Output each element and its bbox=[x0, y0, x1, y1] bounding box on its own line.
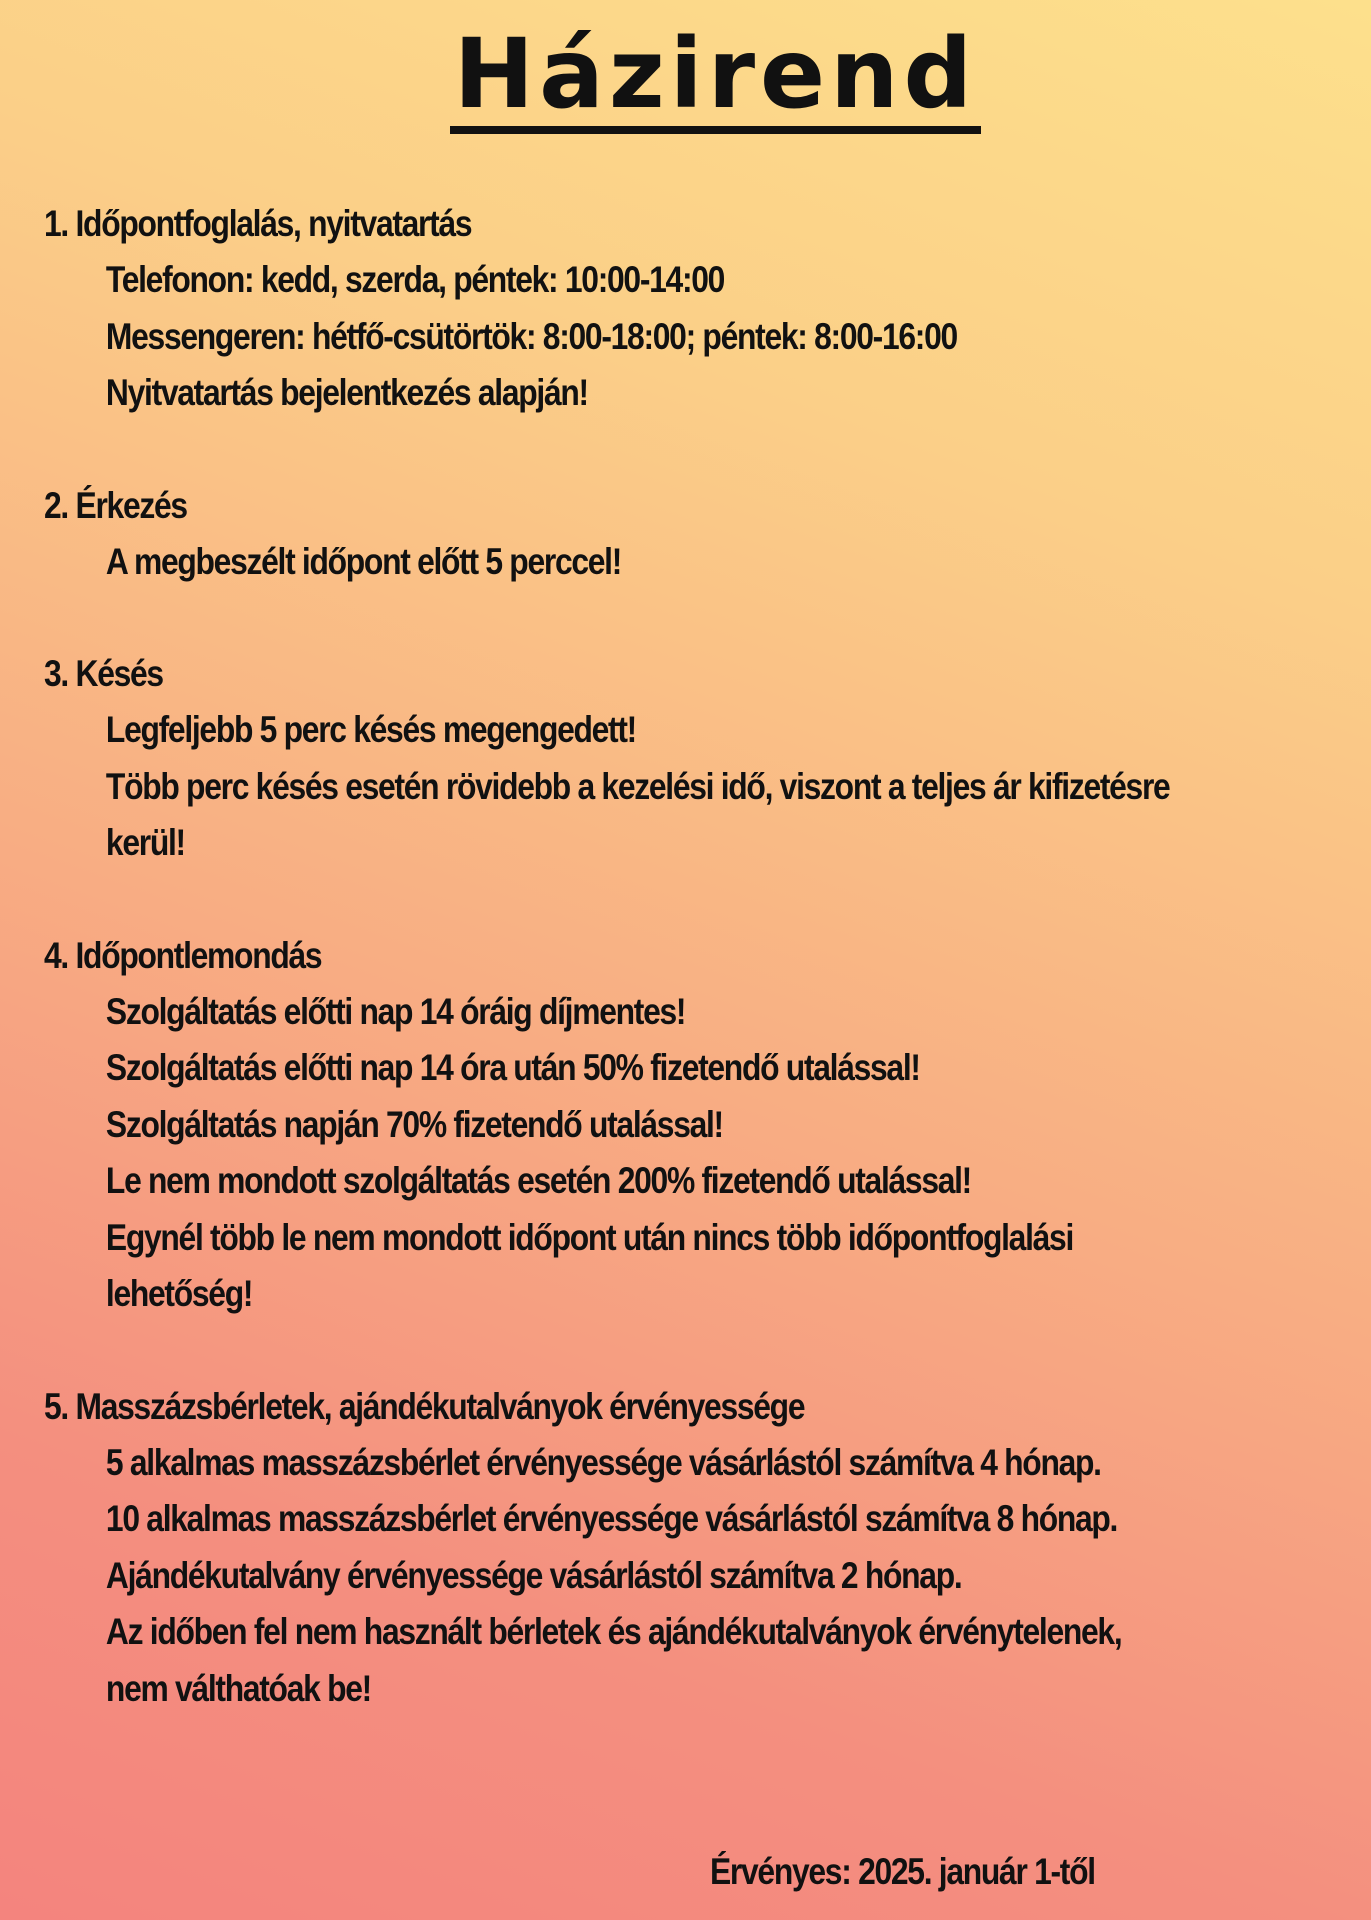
rule-line: Messengeren: hétfő-csütörtök: 8:00-18:00; péntek: 8:00-16:00 bbox=[105, 315, 957, 357]
rule-line: 10 alkalmas masszázsbérlet érvényessége vásárlástól számítva 8 hónap. bbox=[105, 1498, 1118, 1539]
title-wrapper bbox=[0, 18, 1371, 134]
rule-line: A megbeszélt időpont előtt 5 perccel! bbox=[105, 540, 622, 582]
page-title: Házirend bbox=[450, 22, 981, 134]
section-heading: 5. Masszázsbérletek, ajándékutalványok érvényessége bbox=[44, 1385, 805, 1427]
rule-line: Le nem mondott szolgáltatás esetén 200% fizetendő utalással! bbox=[105, 1160, 971, 1201]
rule-line: Több perc késés esetén rövidebb a kezelési idő, viszont a teljes ár kifizetésre bbox=[105, 765, 1170, 807]
section-heading: 4. Időpontlemondás bbox=[44, 934, 322, 976]
section-heading: 3. Késés bbox=[44, 653, 163, 694]
section-heading: 1. Időpontfoglalás, nyitvatartás bbox=[44, 203, 472, 244]
rule-line: Egynél több le nem mondott időpont után nincs több időpontfoglalási bbox=[105, 1216, 1074, 1258]
rule-section-2 bbox=[44, 478, 1344, 591]
rule-line: nem válthatóak be! bbox=[105, 1667, 371, 1709]
rule-section-5 bbox=[44, 1379, 1344, 1718]
rule-line: Nyitvatartás bejelentkezés alapján! bbox=[105, 372, 588, 413]
rule-line: Ajándékutalvány érvényessége vásárlástól számítva 2 hónap. bbox=[105, 1554, 962, 1596]
rule-line: Szolgáltatás előtti nap 14 óra után 50% fizetendő utalással! bbox=[105, 1047, 920, 1088]
validity-date: Érvényes: 2025. január 1-től bbox=[710, 1851, 1095, 1892]
rule-line: kerül! bbox=[105, 822, 185, 863]
rule-line: Szolgáltatás előtti nap 14 óráig díjmentes! bbox=[105, 990, 686, 1032]
rule-line: Szolgáltatás napján 70% fizetendő utalással! bbox=[105, 1103, 723, 1145]
rule-line: Legfeljebb 5 perc késés megengedett! bbox=[105, 709, 636, 750]
rule-section-1 bbox=[44, 196, 1344, 422]
rule-line: lehetőség! bbox=[105, 1273, 253, 1314]
rules-sections bbox=[44, 196, 1344, 1773]
rule-section-3 bbox=[44, 646, 1344, 872]
rule-section-4 bbox=[44, 928, 1344, 1323]
section-heading: 2. Érkezés bbox=[44, 484, 187, 526]
rule-line: Az időben fel nem használt bérletek és ajándékutalványok érvénytelenek, bbox=[105, 1611, 1122, 1652]
rule-line: 5 alkalmas masszázsbérlet érvényessége vásárlástól számítva 4 hónap. bbox=[105, 1441, 1101, 1483]
rule-line: Telefonon: kedd, szerda, péntek: 10:00-14:00 bbox=[105, 259, 725, 300]
